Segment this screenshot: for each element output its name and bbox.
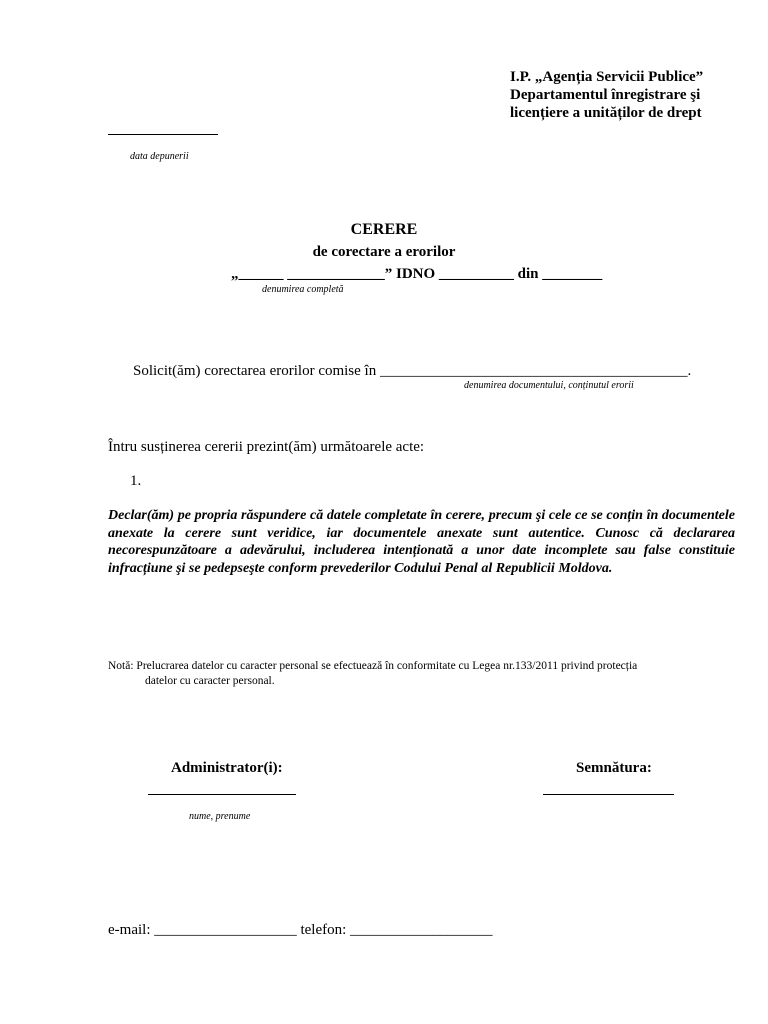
administrator-label: Administrator(i): xyxy=(171,760,283,776)
correction-request-line[interactable]: Solicit(ăm) corectarea erorilor comise în _________________________________________. xyxy=(133,363,692,379)
date-caption: data depunerii xyxy=(130,151,189,162)
personal-data-note xyxy=(108,659,731,689)
date-field-line[interactable] xyxy=(108,134,218,135)
signature-line[interactable] xyxy=(543,794,674,795)
declaration-paragraph: Declar(ăm) pe propria răspundere că datele completate în cerere, precum şi cele ce se conțin în documentele anexate la cerere sunt veridice, iar documentele anexate sunt autentice. Cunosc că declararea necorespunzătoare a adevărului, includerea intenționată a unor date incomplete sau false constituie infracțiune şi se pedepseşte conform prevederilor Codului Penal al Republicii Moldova. xyxy=(108,508,735,576)
correction-request-caption: denumirea documentului, conținutul erorii xyxy=(464,380,634,391)
document-title: CERERE xyxy=(350,221,418,238)
note-line-1: Notă: Prelucrarea datelor cu caracter personal se efectuează în conformitate cu Legea nr.133/2011 privind protecția xyxy=(108,660,638,672)
document-subtitle: de corectare a erorilor xyxy=(312,244,456,260)
recipient-line-1: I.P. „Agenția Servicii Publice” xyxy=(510,69,704,85)
recipient-line-3: licențiere a unităților de drept xyxy=(510,105,702,121)
note-line-2: datelor cu caracter personal. xyxy=(145,675,275,687)
supporting-documents-intro: Întru susținerea cererii prezint(ăm) următoarele acte: xyxy=(108,439,425,455)
recipient-line-2: Departamentul înregistrare şi xyxy=(510,87,701,103)
administrator-name-caption: nume, prenume xyxy=(189,811,251,822)
recipient-header xyxy=(510,68,703,122)
administrator-name-line[interactable] xyxy=(148,794,296,795)
contact-line[interactable]: e-mail: ___________________ telefon: ___________________ xyxy=(108,922,493,938)
company-name-caption: denumirea completă xyxy=(262,284,344,295)
supporting-document-item-1[interactable]: 1. xyxy=(130,473,142,489)
company-name-idno-line[interactable]: „______ _____________” IDNO __________ din ________ xyxy=(231,266,603,282)
signature-label: Semnătura: xyxy=(576,760,652,776)
